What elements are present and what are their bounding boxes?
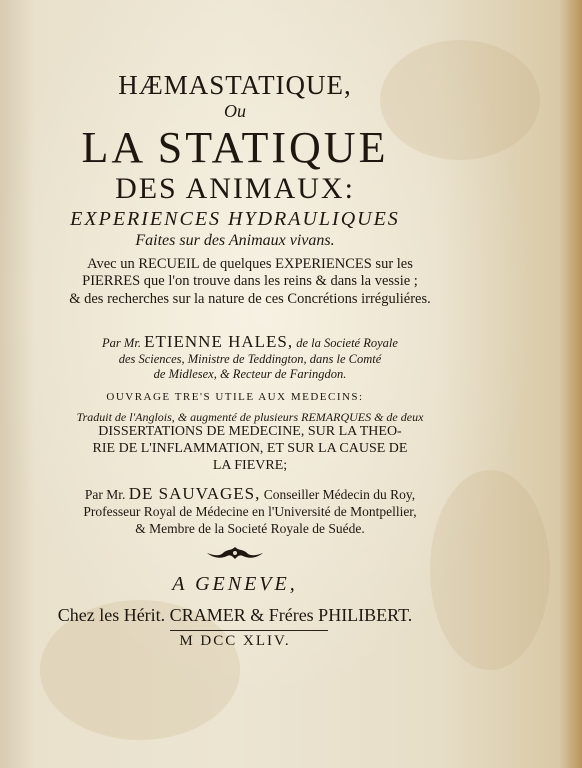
- recueil-paragraph: [30, 256, 470, 308]
- translation-line: Traduit de l'Anglois, & augmenté de plusieurs REMARQUES & de deux: [76, 410, 424, 424]
- imprint-year: M DCC XLIV.: [179, 633, 291, 649]
- translation-line: RIE DE L'INFLAMMATION, ET SUR LA CAUSE DE: [92, 441, 408, 457]
- translator-name: DE SAUVAGES,: [128, 484, 261, 503]
- title-line-faites: Faites sur des Animaux vivans.: [135, 232, 335, 249]
- author-line: de Midlesex, & Recteur de Faringdon.: [153, 367, 347, 382]
- recueil-line: & des recherches sur la nature de ces Concrétions irréguliéres.: [69, 290, 431, 307]
- author-paragraph: [30, 332, 470, 382]
- translation-line: LA FIEVRE;: [212, 457, 288, 473]
- author-name: ETIENNE HALES,: [144, 332, 294, 351]
- translator-line: [30, 484, 470, 504]
- fleuron-ornament-icon: [205, 545, 265, 561]
- translator-paragraph: [30, 484, 470, 537]
- author-prefix: Par Mr.: [102, 336, 141, 350]
- title-line-des-animaux: DES ANIMAUX:: [115, 172, 355, 205]
- translator-prefix: Par Mr.: [84, 487, 126, 502]
- imprint-rule: [170, 630, 328, 631]
- translator-title: Conseiller Médecin du Roy,: [263, 487, 416, 502]
- author-line: des Sciences, Ministre de Teddington, dans le Comté: [118, 352, 382, 367]
- title-line-la-statique: LA STATIQUE: [81, 123, 389, 172]
- translation-line: DISSERTATIONS DE MEDECINE, SUR LA THEO-: [98, 424, 402, 440]
- title-line-haemastatique: HÆMASTATIQUE,: [118, 70, 352, 100]
- utility-line: OUVRAGE TRE'S UTILE AUX MEDECINS:: [106, 391, 364, 403]
- recueil-line: PIERRES que l'on trouve dans les reins & dans la vessie ;: [82, 273, 418, 290]
- translator-line: Professeur Royal de Médecine en l'Université de Montpellier,: [83, 504, 417, 520]
- translation-paragraph: [30, 410, 470, 475]
- title-line-ou: Ou: [224, 101, 246, 121]
- author-society: de la Societé Royale: [296, 336, 398, 350]
- author-line: [30, 332, 470, 352]
- title-line-experiences: EXPERIENCES HYDRAULIQUES: [70, 208, 400, 230]
- recueil-line: Avec un RECUEIL de quelques EXPERIENCES sur les: [87, 256, 413, 272]
- translator-line: & Membre de la Societé Royale de Suéde.: [135, 520, 365, 536]
- imprint-place: A GENEVE,: [172, 573, 298, 595]
- imprint-publisher: Chez les Hérit. CRAMER & Fréres PHILIBERT.: [57, 605, 413, 625]
